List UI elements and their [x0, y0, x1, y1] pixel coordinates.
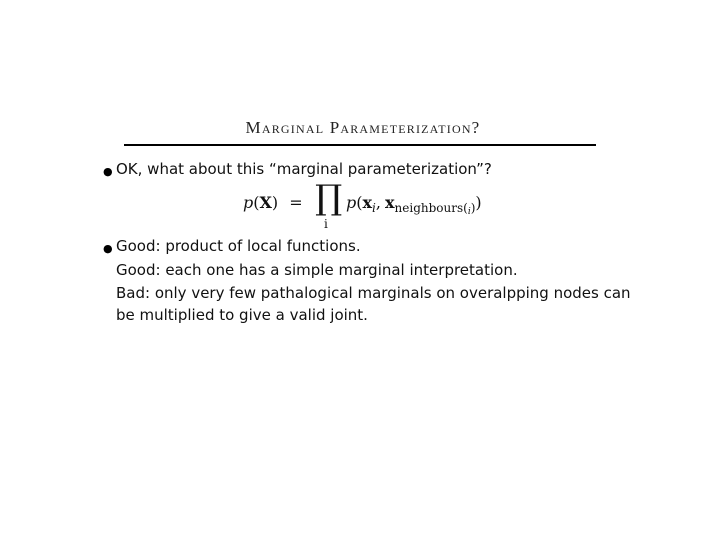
rhs-function: p — [346, 193, 357, 212]
product-index: i — [324, 217, 328, 231]
bullet-2-line-2: Good: each one has a simple marginal interpretation. — [116, 261, 518, 279]
lhs-open-paren: ( — [253, 193, 260, 212]
equation-lhs — [243, 193, 303, 212]
equals-sign: = — [289, 193, 303, 212]
slide-title: Marginal Parameterization? — [245, 118, 481, 137]
bullet-2-line-1: Good: product of local functions. — [116, 237, 361, 255]
bullet-icon: ● — [103, 165, 113, 178]
product-symbol: ∏ — [315, 178, 343, 218]
bullet-2-line-3: Bad: only very few pathalogical marginals on overalpping nodes can — [116, 284, 631, 302]
rhs-variable-2: x — [384, 193, 395, 212]
rhs-close-paren: ) — [475, 193, 482, 212]
rhs-open-paren: ( — [356, 193, 363, 212]
lhs-variable: X — [259, 193, 272, 212]
rhs-variable-2-subscript-close: ) — [470, 201, 476, 215]
rhs-variable-2-subsubscript: i — [467, 207, 471, 217]
rhs-variable-1-subscript: i — [372, 201, 376, 215]
bullet-1-line-1: OK, what about this “marginal parameterization”? — [116, 160, 492, 178]
equation-rhs — [346, 193, 482, 217]
bullet-2-line-4: be multiplied to give a valid joint. — [116, 306, 368, 324]
lhs-function: p — [243, 193, 254, 212]
rhs-comma: , — [375, 193, 381, 212]
rhs-variable-2-subscript: neighbours( — [394, 201, 468, 215]
rhs-variable-1: x — [362, 193, 373, 212]
lhs-close-paren: ) — [271, 193, 279, 212]
bullet-icon: ● — [103, 242, 113, 255]
title-underline — [124, 144, 596, 146]
